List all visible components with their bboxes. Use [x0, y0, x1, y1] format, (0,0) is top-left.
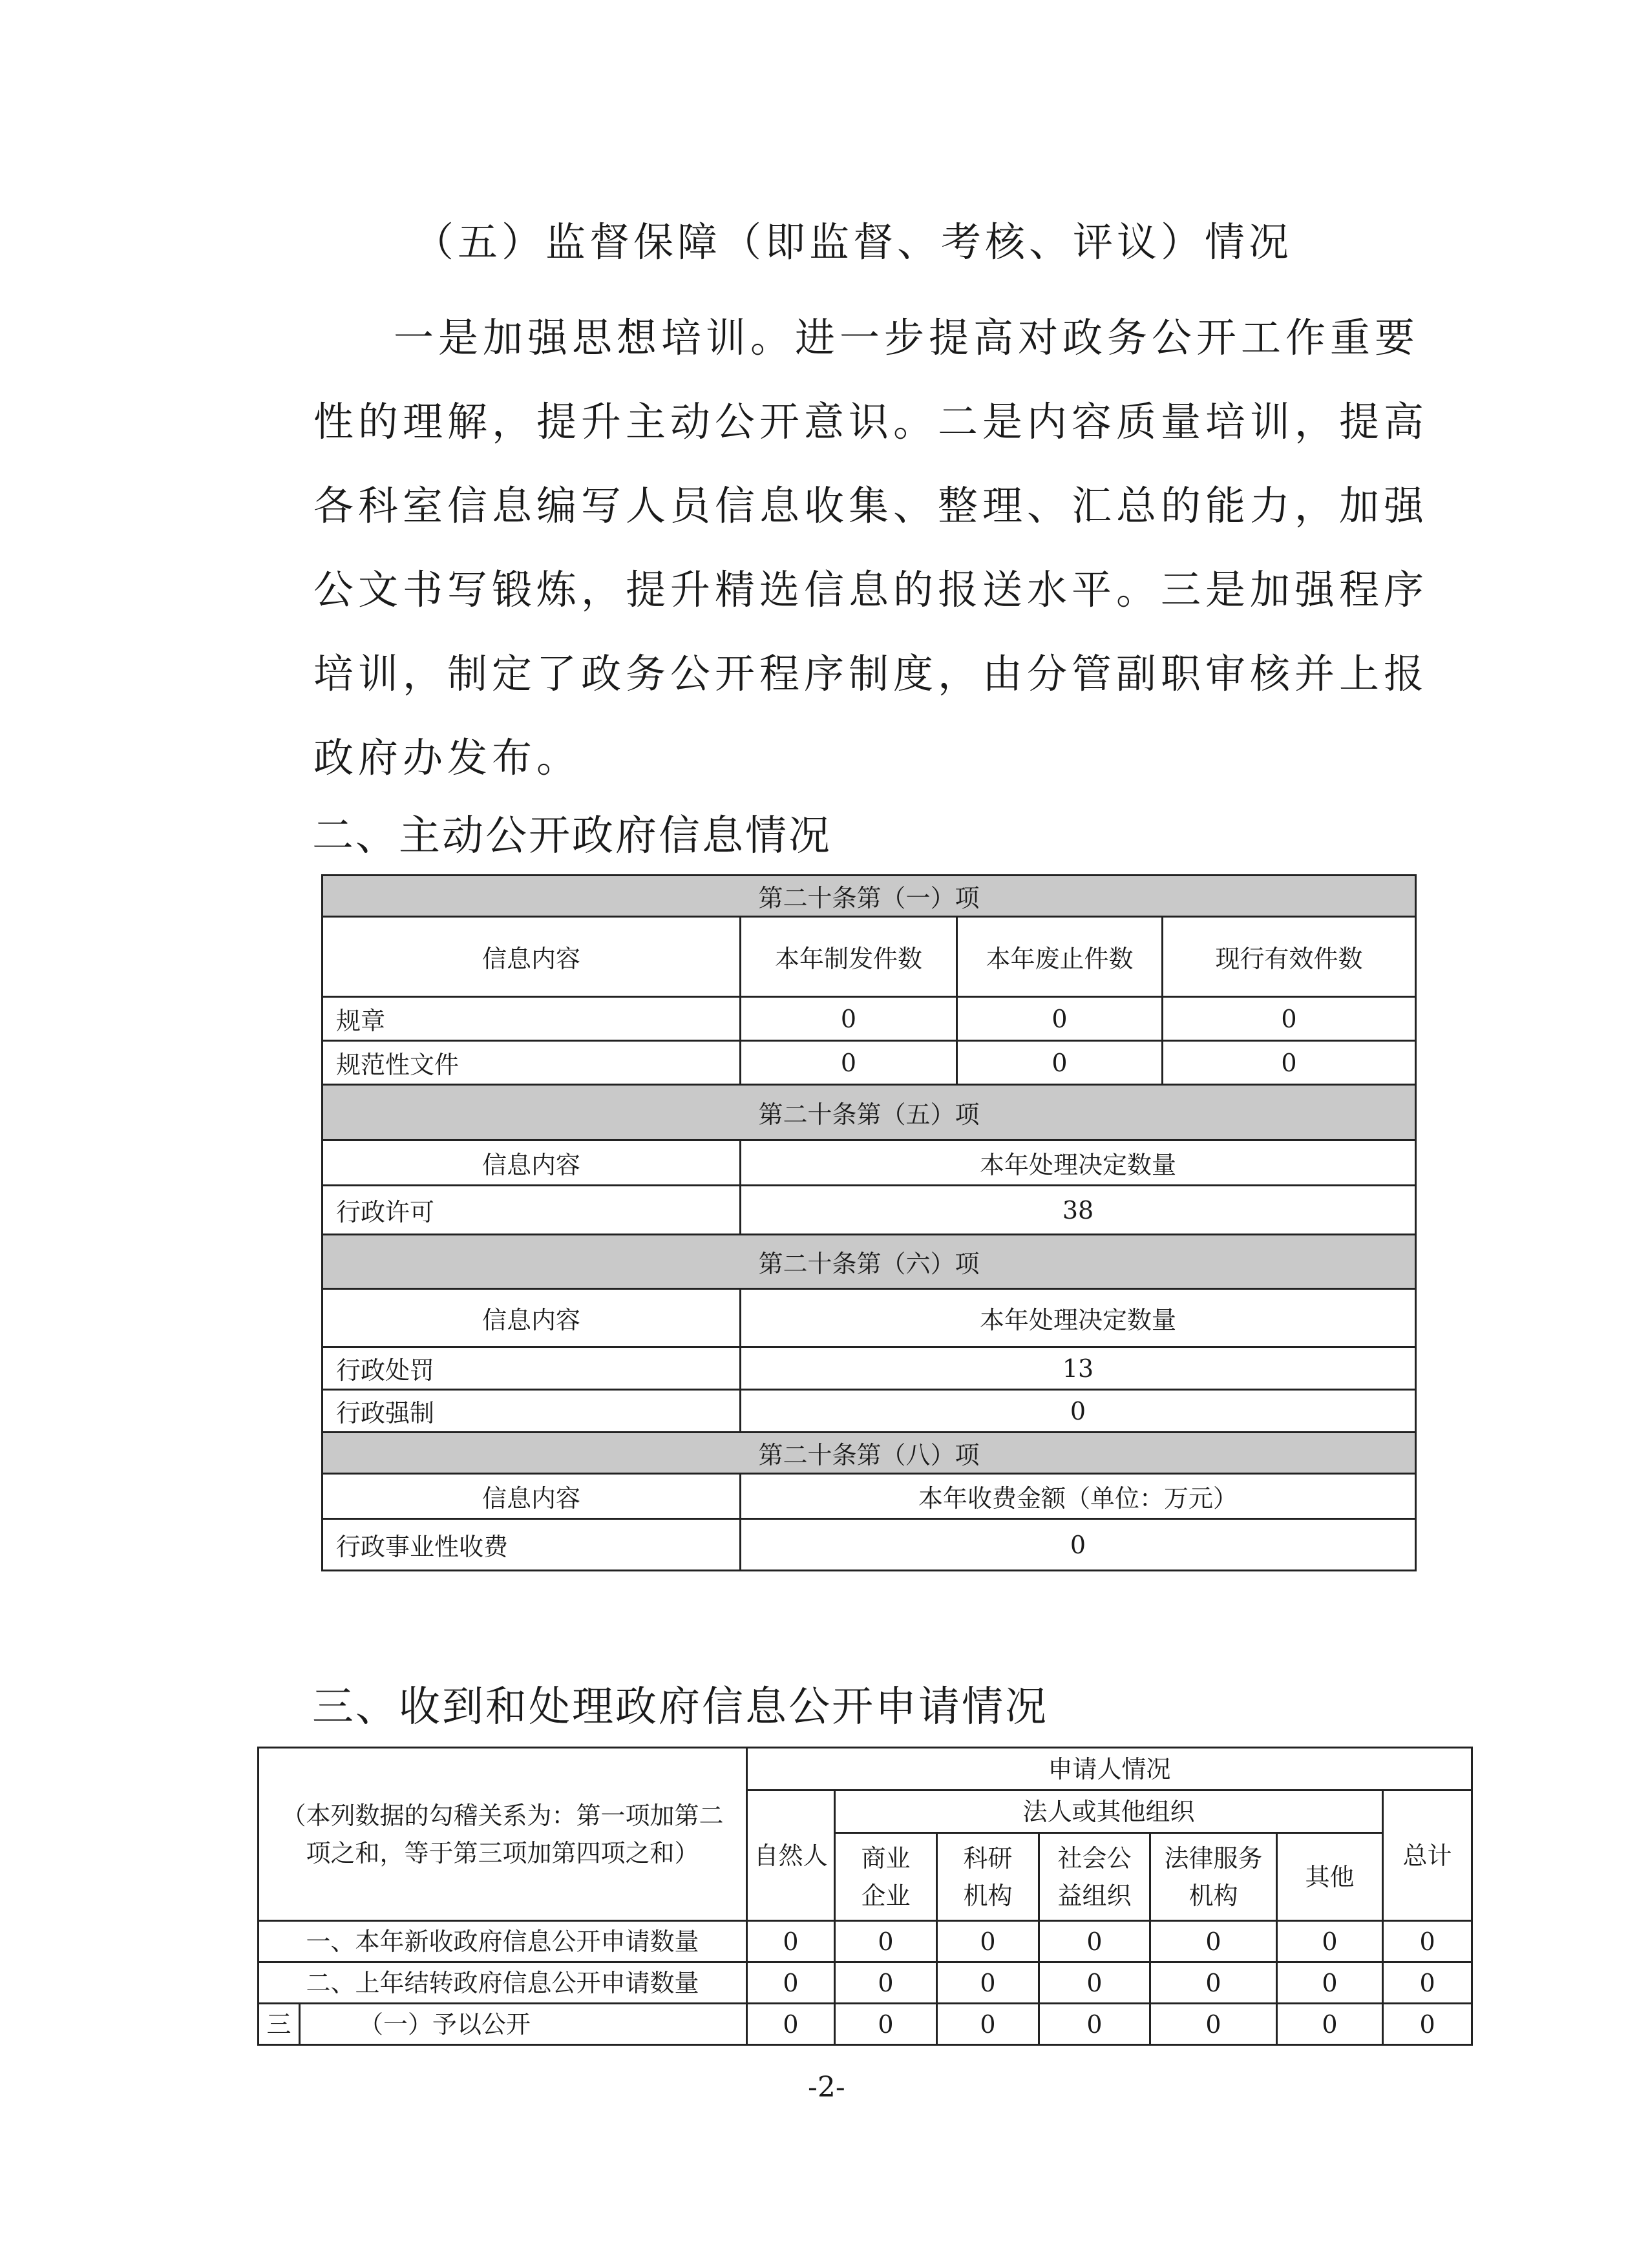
cell-value: 0 — [1039, 1962, 1150, 2004]
header-fee-amount: 本年收费金额（单位：万元） — [741, 1474, 1416, 1519]
header-valid: 现行有效件数 — [1163, 917, 1416, 997]
cell-value: 0 — [937, 1962, 1039, 2004]
band-item-6: 第二十条第（六）项 — [322, 1235, 1416, 1289]
section5-paragraph: 一是加强思想培训。进一步提高对政务公开工作重要性的理解，提升主动公开意识。二是内容质量培训，提高各科室信息编写人员信息收集、整理、汇总的能力，加强公文书写锻炼，提升精选信息的报送水平。三是加强程序培训，制定了政务公开程序制度，由分管副职审核并上报政府办发布。 — [313, 314, 1429, 781]
row-label: 行政强制 — [322, 1390, 741, 1433]
cell-value: 0 — [1383, 1962, 1472, 2004]
natural-person-header: 自然人 — [747, 1790, 835, 1921]
application-table — [257, 1747, 1473, 2046]
row-label: 规范性文件 — [322, 1041, 741, 1085]
sub-header: 法律服务机构 — [1150, 1833, 1277, 1921]
band-item-5: 第二十条第（五）项 — [322, 1085, 1416, 1140]
cell-value: 0 — [1039, 1921, 1150, 1962]
cell-value: 0 — [747, 2004, 835, 2045]
section3-title: 三、收到和处理政府信息公开申请情况 — [312, 1683, 1048, 1731]
header-issued: 本年制发件数 — [741, 917, 957, 997]
cell-value: 0 — [937, 2004, 1039, 2045]
row-label: 规章 — [322, 997, 741, 1041]
total-header: 总计 — [1383, 1790, 1472, 1921]
cell-value: 0 — [835, 1962, 937, 2004]
row-number: 三 — [259, 2004, 300, 2045]
section5-heading: （五）监督保障（即监督、考核、评议）情况 — [414, 218, 1293, 266]
sub-header: 其他 — [1277, 1833, 1383, 1921]
active-disclosure-table — [321, 874, 1417, 1571]
cell-value: 0 — [957, 997, 1163, 1041]
header-info-content: 信息内容 — [322, 1474, 741, 1519]
cell-value: 0 — [1383, 2004, 1472, 2045]
cell-value: 0 — [1277, 1921, 1383, 1962]
row-label: 行政事业性收费 — [322, 1519, 741, 1571]
cell-value: 0 — [1150, 1921, 1277, 1962]
cell-value: 0 — [835, 2004, 937, 2045]
row-label: 行政许可 — [322, 1186, 741, 1235]
row-label: 一、本年新收政府信息公开申请数量 — [259, 1921, 747, 1962]
cell-value: 0 — [835, 1921, 937, 1962]
cell-value: 0 — [1150, 2004, 1277, 2045]
header-abolished: 本年废止件数 — [957, 917, 1163, 997]
cell-value: 0 — [741, 1390, 1416, 1433]
row-label: 二、上年结转政府信息公开申请数量 — [259, 1962, 747, 2004]
header-info-content: 信息内容 — [322, 917, 741, 997]
cell-value: 0 — [1277, 1962, 1383, 2004]
row-label: 行政处罚 — [322, 1347, 741, 1390]
cell-value: 0 — [957, 1041, 1163, 1085]
sub-header: 商业企业 — [835, 1833, 937, 1921]
cell-value: 0 — [1163, 997, 1416, 1041]
applicant-header: 申请人情况 — [747, 1748, 1472, 1790]
section2-title: 二、主动公开政府信息情况 — [312, 812, 832, 860]
cell-value: 38 — [741, 1186, 1416, 1235]
legal-group-header: 法人或其他组织 — [835, 1790, 1383, 1833]
header-decision-count: 本年处理决定数量 — [741, 1140, 1416, 1186]
cell-value: 0 — [1150, 1962, 1277, 2004]
cell-value: 0 — [1039, 2004, 1150, 2045]
reconciliation-note: （本列数据的勾稽关系为：第一项加第二项之和，等于第三项加第四项之和） — [259, 1748, 747, 1921]
band-item-8: 第二十条第（八）项 — [322, 1433, 1416, 1474]
cell-value: 0 — [1277, 2004, 1383, 2045]
sub-header: 社会公益组织 — [1039, 1833, 1150, 1921]
sub-header: 科研机构 — [937, 1833, 1039, 1921]
cell-value: 0 — [741, 1519, 1416, 1571]
header-decision-count: 本年处理决定数量 — [741, 1289, 1416, 1347]
page-number: -2- — [808, 2071, 845, 2104]
cell-value: 13 — [741, 1347, 1416, 1390]
cell-value: 0 — [747, 1921, 835, 1962]
cell-value: 0 — [1383, 1921, 1472, 1962]
row-label: （一）予以公开 — [300, 2004, 747, 2045]
cell-value: 0 — [1163, 1041, 1416, 1085]
cell-value: 0 — [937, 1921, 1039, 1962]
header-info-content: 信息内容 — [322, 1140, 741, 1186]
band-item-1: 第二十条第（一）项 — [322, 876, 1416, 917]
header-info-content: 信息内容 — [322, 1289, 741, 1347]
cell-value: 0 — [741, 997, 957, 1041]
cell-value: 0 — [741, 1041, 957, 1085]
cell-value: 0 — [747, 1962, 835, 2004]
